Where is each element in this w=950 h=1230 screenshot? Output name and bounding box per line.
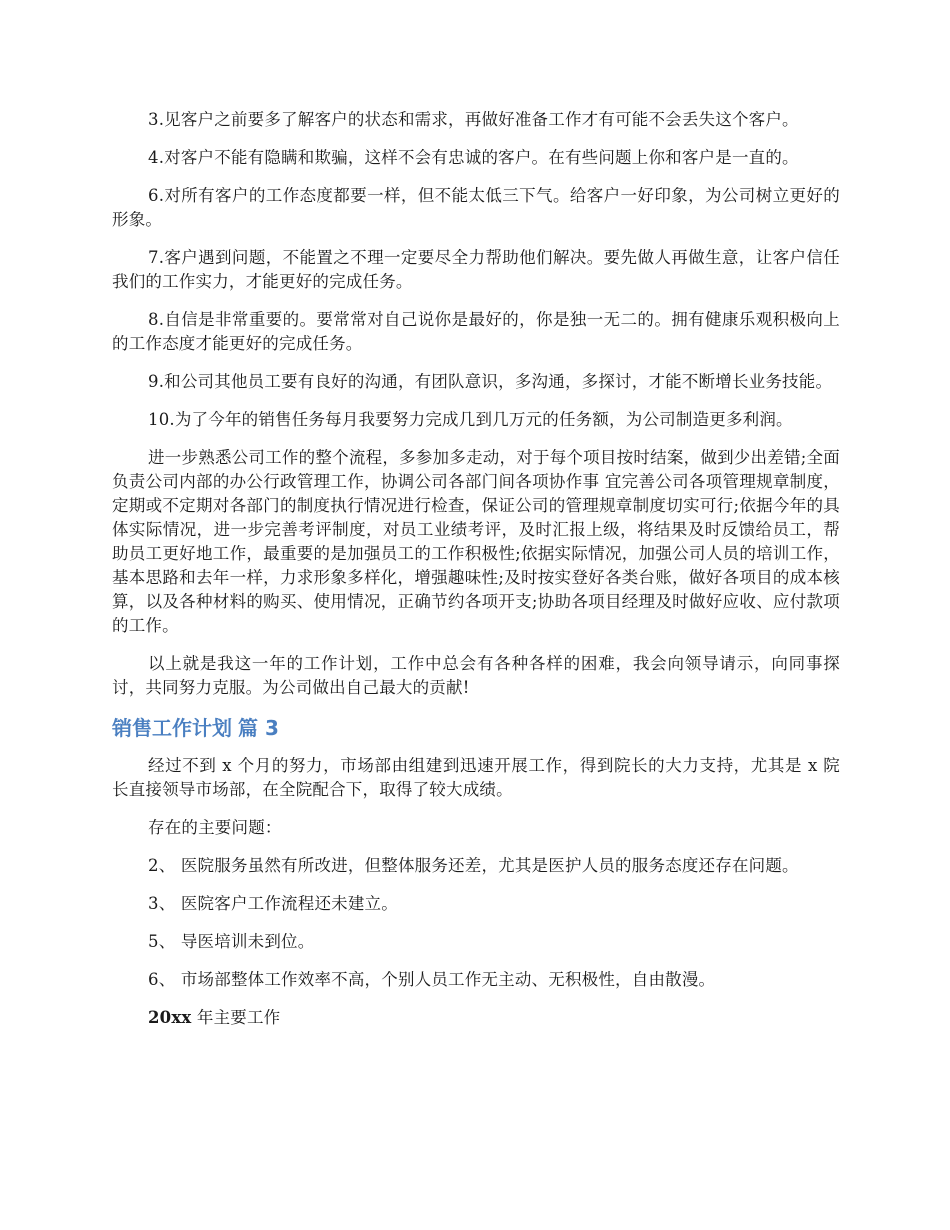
paragraph-item-9: 9.和公司其他员工要有良好的沟通，有团队意识，多沟通，多探讨，才能不断增长业务技能。 bbox=[148, 372, 833, 391]
paragraph-item-4: 4.对客户不能有隐瞒和欺骗，这样不会有忠诚的客户。在有些问题上你和客户是一直的。 bbox=[148, 148, 799, 167]
paragraph-main-work bbox=[112, 1006, 840, 1030]
paragraph-item-3: 3.见客户之前要多了解客户的状态和需求，再做好准备工作才有可能不会丢失这个客户。 bbox=[148, 110, 799, 129]
paragraph-problem-3: 3、 医院客户工作流程还未建立。 bbox=[148, 894, 398, 913]
paragraph-item-10: 10.为了今年的销售任务每月我要努力完成几到几万元的任务额，为公司制造更多利润。 bbox=[148, 410, 793, 429]
paragraph-intro: 经过不到 x 个月的努力，市场部由组建到迅速开展工作，得到院长的大力支持，尤其是 x 院长直接领导市场部，在全院配合下，取得了较大成绩。 bbox=[112, 756, 840, 799]
main-work-label: 年主要工作 bbox=[191, 1008, 281, 1027]
paragraph-item-7: 7.客户遇到问题，不能置之不理一定要尽全力帮助他们解决。要先做人再做生意，让客户信任我们的工作实力，才能更好的完成任务。 bbox=[112, 248, 840, 291]
paragraph-problem-6: 6、 市场部整体工作效率不高，个别人员工作无主动、无积极性，自由散漫。 bbox=[148, 970, 716, 989]
section-heading-number: 篇 3 bbox=[238, 716, 279, 740]
section-heading-title: 销售工作计划 bbox=[112, 716, 232, 740]
paragraph-item-6: 6.对所有客户的工作态度都要一样，但不能太低三下气。给客户一好印象，为公司树立更好的形象。 bbox=[112, 186, 840, 229]
paragraph-workflow: 进一步熟悉公司工作的整个流程，多参加多走动，对于每个项目按时结案，做到少出差错;全面负责公司内部的办公行政管理工作，协调公司各部门间各项协作事 宜完善公司各项管理规章制度，定期或不定期对各部门的制度执行情况进行检查，保证公司的管理规章制度切实可行;依据今年的具体实际情况，进一步完善考评制度，对员工业绩考评，及时汇报上级，将结果及时反馈给员工，帮助员工更好地工作，最重要的是加强员工的工作积极性;依据实际情况，加强公司人员的培训工作，基本思路和去年一样，力求形象多样化，增强趣味性;及时按实登好各类台账，做好各项目的成本核算，以及各种材料的购买、使用情况，正确节约各项开支;协助各项目经理及时做好应收、应付款项的工作。 bbox=[112, 448, 840, 635]
paragraph-item-8: 8.自信是非常重要的。要常常对自己说你是最好的，你是独一无二的。拥有健康乐观积极向上的工作态度才能更好的完成任务。 bbox=[112, 310, 840, 353]
paragraph-problem-2: 2、 医院服务虽然有所改进，但整体服务还差，尤其是医护人员的服务态度还存在问题。 bbox=[148, 856, 799, 875]
document-page bbox=[112, 108, 840, 1044]
paragraph-problems-label: 存在的主要问题： bbox=[148, 818, 282, 837]
section-heading bbox=[112, 714, 840, 742]
main-work-year: 20xx bbox=[148, 1008, 192, 1027]
paragraph-summary: 以上就是我这一年的工作计划，工作中总会有各种各样的困难，我会向领导请示，向同事探讨，共同努力克服。为公司做出自己最大的贡献! bbox=[112, 654, 840, 697]
paragraph-problem-5: 5、 导医培训未到位。 bbox=[148, 932, 315, 951]
